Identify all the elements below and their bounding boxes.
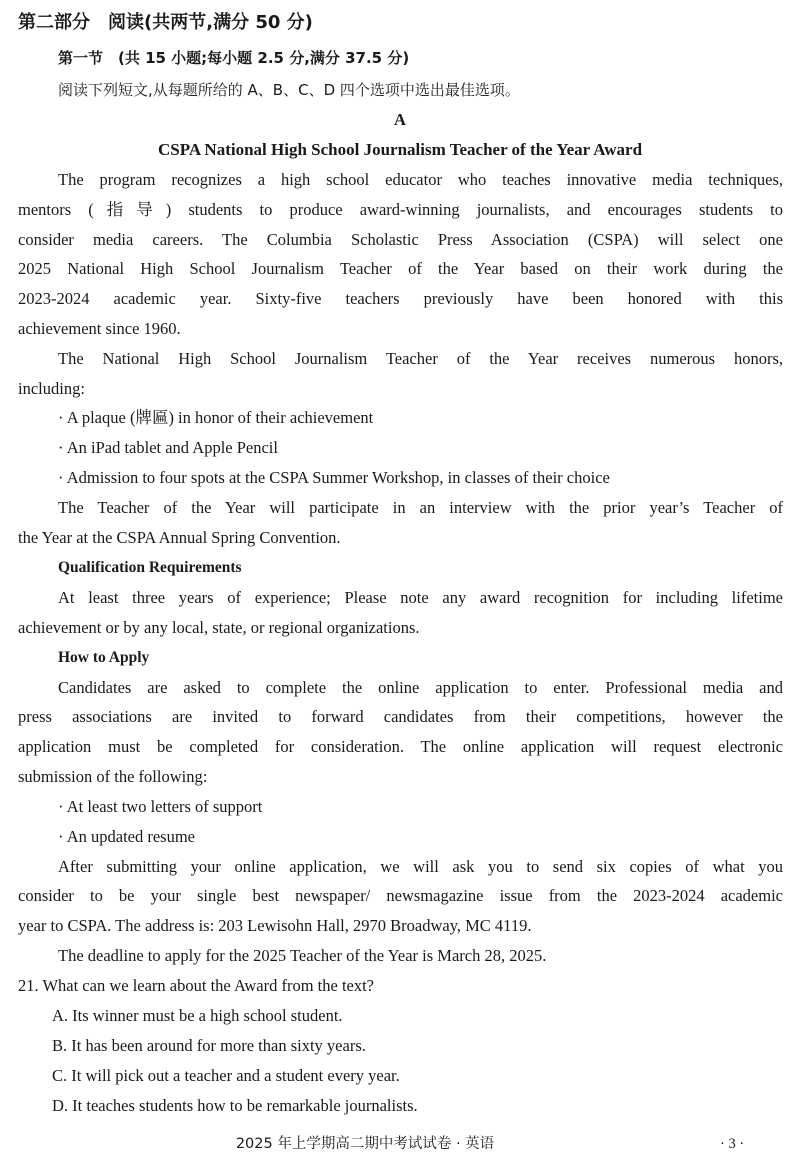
apply-line-3: application must be completed for consideration. The online application will request electronic	[18, 737, 783, 756]
p2-line-1: The National High School Journalism Teacher of the Year receives numerous honors,	[58, 349, 783, 368]
apply-heading: How to Apply	[58, 649, 150, 666]
apply-line-1: Candidates are asked to complete the online application to enter. Professional media and	[58, 678, 783, 697]
passage-letter: A	[394, 110, 406, 129]
after-line-2: consider to be your single best newspaper/ newsmagazine issue from the 2023-2024 academic	[18, 886, 783, 905]
page-number: · 3 ·	[720, 1136, 745, 1152]
apply-line-2: press associations are invited to forward candidates from their competitions, however the	[18, 707, 783, 726]
apply-line-4: submission of the following:	[18, 767, 208, 786]
p1-line-6: achievement since 1960.	[18, 319, 181, 338]
option-a: A. Its winner must be a high school student.	[52, 1006, 343, 1025]
p3-line-1: The Teacher of the Year will participate in an interview with the prior year’s Teacher of	[58, 498, 783, 517]
deadline: The deadline to apply for the 2025 Teacher of the Year is March 28, 2025.	[58, 946, 547, 965]
qual-line-1: At least three years of experience; Please note any award recognition for including lifetime	[58, 588, 783, 607]
question-stem: 21. What can we learn about the Award from the text?	[18, 976, 375, 995]
instruction: 阅读下列短文,从每题所给的 A、B、C、D 四个选项中选出最佳选项。	[58, 81, 520, 99]
footer-exam-title: 2025 年上学期高二期中考试试卷 · 英语	[235, 1136, 495, 1152]
p1-line-5: 2023-2024 academic year. Sixty-five teachers previously have been honored with this	[18, 289, 783, 308]
part-title: 第二部分 阅读(共两节,满分 50 分)	[18, 12, 313, 33]
p3-line-2: the Year at the CSPA Annual Spring Convention.	[18, 528, 341, 547]
after-line-1: After submitting your online application, we will ask you to send six copies of what you	[58, 857, 783, 876]
option-b: B. It has been around for more than sixty years.	[52, 1036, 366, 1055]
after-line-3: year to CSPA. The address is: 203 Lewisohn Hall, 2970 Broadway, MC 4119.	[18, 916, 532, 935]
submission-item: · An updated resume	[58, 827, 196, 846]
honor-item: · An iPad tablet and Apple Pencil	[58, 438, 278, 457]
section-title: 第一节 (共 15 小题;每小题 2.5 分,满分 37.5 分)	[58, 49, 410, 67]
submission-item: · At least two letters of support	[58, 797, 263, 816]
p1-line-3: consider media careers. The Columbia Scholastic Press Association (CSPA) will select one	[18, 230, 783, 249]
p1-line-1: The program recognizes a high school educator who teaches innovative media techniques,	[58, 170, 783, 189]
p1-line-2: mentors (指导) students to produce award-winning journalists, and encourages students to	[18, 200, 783, 219]
p1-line-4: 2025 National High School Journalism Teacher of the Year based on their work during the	[18, 259, 783, 278]
qualification-heading: Qualification Requirements	[58, 559, 242, 576]
honor-item: · Admission to four spots at the CSPA Summer Workshop, in classes of their choice	[58, 468, 610, 487]
p2-line-2: including:	[18, 379, 85, 398]
qual-line-2: achievement or by any local, state, or regional organizations.	[18, 618, 420, 637]
option-d: D. It teaches students how to be remarkable journalists.	[52, 1096, 418, 1115]
honor-item: · A plaque (牌匾) in honor of their achievement	[58, 408, 374, 427]
passage-title: CSPA National High School Journalism Teacher of the Year Award	[157, 140, 643, 159]
option-c: C. It will pick out a teacher and a student every year.	[52, 1066, 400, 1085]
